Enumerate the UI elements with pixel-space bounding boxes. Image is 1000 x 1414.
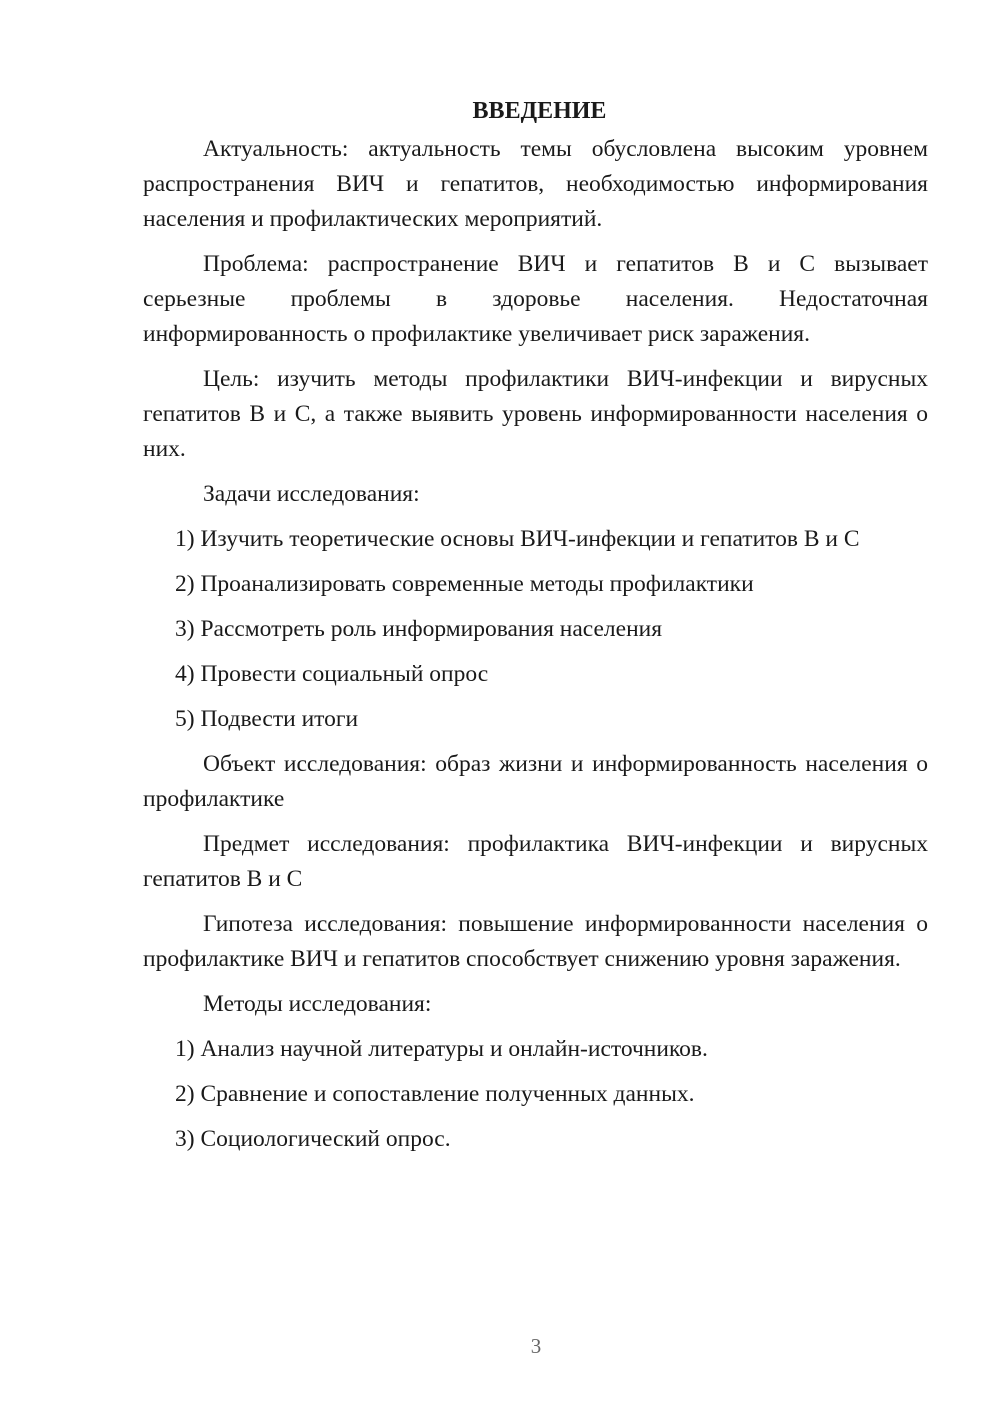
- relevance-paragraph: Актуальность: актуальность темы обусловлена высоким уровнем распространения ВИЧ и гепатитов, необходимостью информирования населения и профилактических мероприятий.: [143, 136, 928, 232]
- task-item-2: 2) Проанализировать современные методы профилактики: [175, 571, 754, 597]
- page-number: 3: [530, 1334, 542, 1358]
- methods-heading: Методы исследования:: [203, 991, 432, 1017]
- task-item-3: 3) Рассмотреть роль информирования населения: [175, 616, 663, 642]
- tasks-heading: Задачи исследования:: [203, 481, 420, 507]
- page-title: ВВЕДЕНИЕ: [472, 98, 607, 124]
- page-content: [143, 94, 928, 1167]
- tasks-list: [143, 522, 928, 737]
- method-item-3: 3) Социологический опрос.: [175, 1126, 451, 1152]
- method-item-2: 2) Сравнение и сопоставление полученных данных.: [175, 1081, 695, 1107]
- methods-list: [143, 1032, 928, 1157]
- subject-paragraph: Предмет исследования: профилактика ВИЧ-инфекции и вирусных гепатитов В и С: [143, 831, 928, 892]
- method-item-1: 1) Анализ научной литературы и онлайн-источников.: [175, 1036, 708, 1062]
- goal-paragraph: Цель: изучить методы профилактики ВИЧ-инфекции и вирусных гепатитов В и С, а также выявить уровень информированности населения о них.: [143, 366, 928, 462]
- problem-paragraph: Проблема: распространение ВИЧ и гепатитов В и С вызывает серьезные проблемы в здоровье населения. Недостаточная информированность о профилактике увеличивает риск заражения.: [143, 251, 928, 347]
- object-paragraph: Объект исследования: образ жизни и информированность населения о профилактике: [143, 751, 928, 812]
- task-item-1: 1) Изучить теоретические основы ВИЧ-инфекции и гепатитов В и С: [175, 526, 860, 552]
- hypothesis-paragraph: Гипотеза исследования: повышение информированности населения о профилактике ВИЧ и гепатитов способствует снижению уровня заражения.: [143, 911, 928, 972]
- task-item-5: 5) Подвести итоги: [175, 706, 359, 732]
- task-item-4: 4) Провести социальный опрос: [175, 661, 489, 687]
